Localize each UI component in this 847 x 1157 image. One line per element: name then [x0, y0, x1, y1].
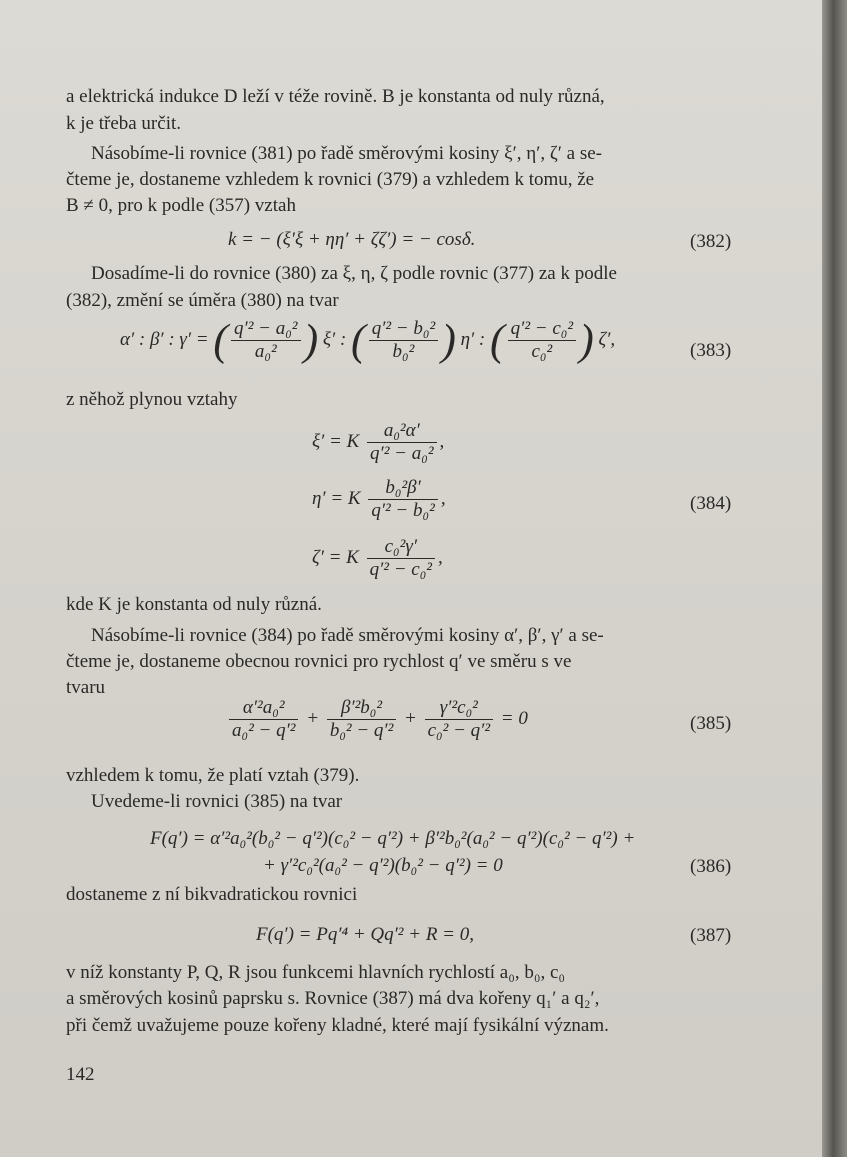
- eq384a-denominator: q′² − a₀²: [367, 442, 436, 465]
- equation-386-line-2: + γ′²c₀²(a₀² − q′²)(b₀² − q′²) = 0: [263, 855, 503, 876]
- equation-382: k = − (ξ′ξ + ηη′ + ζζ′) = − cosδ.: [228, 229, 476, 250]
- eq384a-lhs: ξ′ = K: [312, 430, 360, 452]
- equation-number-386: (386): [690, 856, 732, 877]
- eq383-lhs: α′ : β′ : γ′ =: [120, 328, 209, 350]
- eq383-fraction-1: [231, 318, 300, 363]
- eq384c-lhs: ζ′ = K: [312, 546, 359, 568]
- eq383-term-3: ζ′,: [598, 328, 616, 350]
- eq383-term-2: η′ :: [460, 328, 486, 350]
- eq383-f1-denominator: a₀²: [231, 340, 300, 363]
- page-number: 142: [66, 1064, 95, 1085]
- paren-close: ): [441, 315, 456, 365]
- eq384b-punct: ,: [440, 487, 446, 509]
- text-line-2: k je třeba určit.: [66, 113, 182, 134]
- eq383-f3-denominator: c₀²: [508, 340, 576, 363]
- equation-384c: [312, 536, 443, 581]
- text-line-5: B ≠ 0, pro k podle (357) vztah: [66, 195, 296, 216]
- eq384c-fraction: [367, 536, 435, 581]
- eq384b-denominator: q′² − b₀²: [368, 499, 437, 522]
- equation-384a: [312, 420, 444, 465]
- eq385-equals-zero: = 0: [500, 707, 528, 729]
- eq384c-numerator: c₀²γ′: [384, 536, 417, 557]
- eq385-f2-denominator: b₀² − q′²: [327, 719, 396, 742]
- eq384b-lhs: η′ = K: [312, 487, 361, 509]
- text-line-18: při čemž uvažujeme pouze kořeny kladné, které mají fysikální význam.: [66, 1015, 609, 1036]
- eq384b-fraction: [368, 477, 437, 522]
- text-line-1: a elektrická indukce D leží v téže rovině. B je konstanta od nuly různá,: [66, 86, 605, 107]
- equation-number-384: (384): [690, 493, 732, 514]
- eq385-f3-denominator: c₀² − q′²: [425, 719, 493, 742]
- text-line-8: z něhož plynou vztahy: [66, 389, 238, 410]
- text-line-7: (382), změní se úměra (380) na tvar: [66, 290, 339, 311]
- page-edge-shadow: [822, 0, 847, 1157]
- equation-number-387: (387): [690, 925, 732, 946]
- eq384b-numerator: b₀²β′: [385, 477, 421, 498]
- text-line-4: čteme je, dostaneme vzhledem k rovnici (379) a vzhledem k tomu, že: [66, 169, 595, 190]
- eq384a-numerator: a₀²α′: [383, 420, 420, 441]
- eq385-f1-numerator: α′²a₀²: [242, 697, 285, 718]
- eq385-f3-numerator: γ′²c₀²: [439, 697, 478, 718]
- text-line-9: kde K je konstanta od nuly různá.: [66, 594, 322, 615]
- text-line-12: tvaru: [66, 677, 106, 698]
- equation-number-385: (385): [690, 713, 732, 734]
- equation-number-382: (382): [690, 231, 732, 252]
- eq385-f2-numerator: β′²b₀²: [340, 697, 383, 718]
- paren-open: (: [351, 315, 366, 365]
- paren-open: (: [490, 315, 505, 365]
- text-line-10: Násobíme-li rovnice (384) po řadě směrovými kosiny α′, β′, γ′ a se-: [91, 625, 604, 646]
- eq384c-punct: ,: [438, 546, 443, 568]
- eq383-f3-numerator: q′² − c₀²: [510, 318, 574, 339]
- eq383-f1-numerator: q′² − a₀²: [234, 318, 298, 339]
- eq383-fraction-3: [508, 318, 576, 363]
- text-line-16: v níž konstanty P, Q, R jsou funkcemi hlavních rychlostí a₀, b₀, c₀: [66, 962, 566, 983]
- text-line-11: čteme je, dostaneme obecnou rovnici pro rychlost q′ ve směru s ve: [66, 651, 572, 672]
- text-line-13: vzhledem k tomu, že platí vztah (379).: [66, 765, 360, 786]
- eq385-fraction-1: [229, 697, 298, 742]
- text-line-14: Uvedeme-li rovnici (385) na tvar: [91, 791, 343, 812]
- eq385-fraction-2: [327, 697, 396, 742]
- eq385-plus-1: +: [306, 707, 320, 729]
- text-line-6: Dosadíme-li do rovnice (380) za ξ, η, ζ podle rovnic (377) za k podle: [91, 263, 617, 284]
- equation-386-line-1: F(q′) = α′²a₀²(b₀² − q′²)(c₀² − q′²) + β′²b₀²(a₀² − q′²)(c₀² − q′²) +: [150, 828, 636, 849]
- equation-number-383: (383): [690, 340, 732, 361]
- eq383-f2-numerator: q′² − b₀²: [371, 318, 436, 339]
- paren-close: ): [303, 315, 319, 365]
- text-line-3: Násobíme-li rovnice (381) po řadě směrovými kosiny ξ′, η′, ζ′ a se-: [91, 143, 602, 164]
- paren-close: ): [579, 315, 594, 365]
- eq384c-denominator: q′² − c₀²: [367, 558, 435, 581]
- text-line-17: a směrových kosinů paprsku s. Rovnice (387) má dva kořeny q₁′ a q₂′,: [66, 988, 600, 1009]
- equation-384b: [312, 477, 446, 522]
- equation-385: [226, 697, 528, 742]
- eq385-fraction-3: [425, 697, 493, 742]
- paren-open: (: [213, 315, 229, 365]
- text-line-15: dostaneme z ní bikvadratickou rovnici: [66, 884, 358, 905]
- equation-387: F(q′) = Pq′⁴ + Qq′² + R = 0,: [256, 924, 474, 945]
- eq384a-punct: ,: [439, 430, 445, 452]
- equation-383: [120, 315, 616, 365]
- eq383-fraction-2: [369, 318, 438, 363]
- eq383-term-1: ξ′ :: [322, 328, 347, 350]
- eq383-f2-denominator: b₀²: [369, 340, 438, 363]
- eq384a-fraction: [367, 420, 436, 465]
- eq385-f1-denominator: a₀² − q′²: [229, 719, 298, 742]
- eq385-plus-2: +: [404, 707, 417, 729]
